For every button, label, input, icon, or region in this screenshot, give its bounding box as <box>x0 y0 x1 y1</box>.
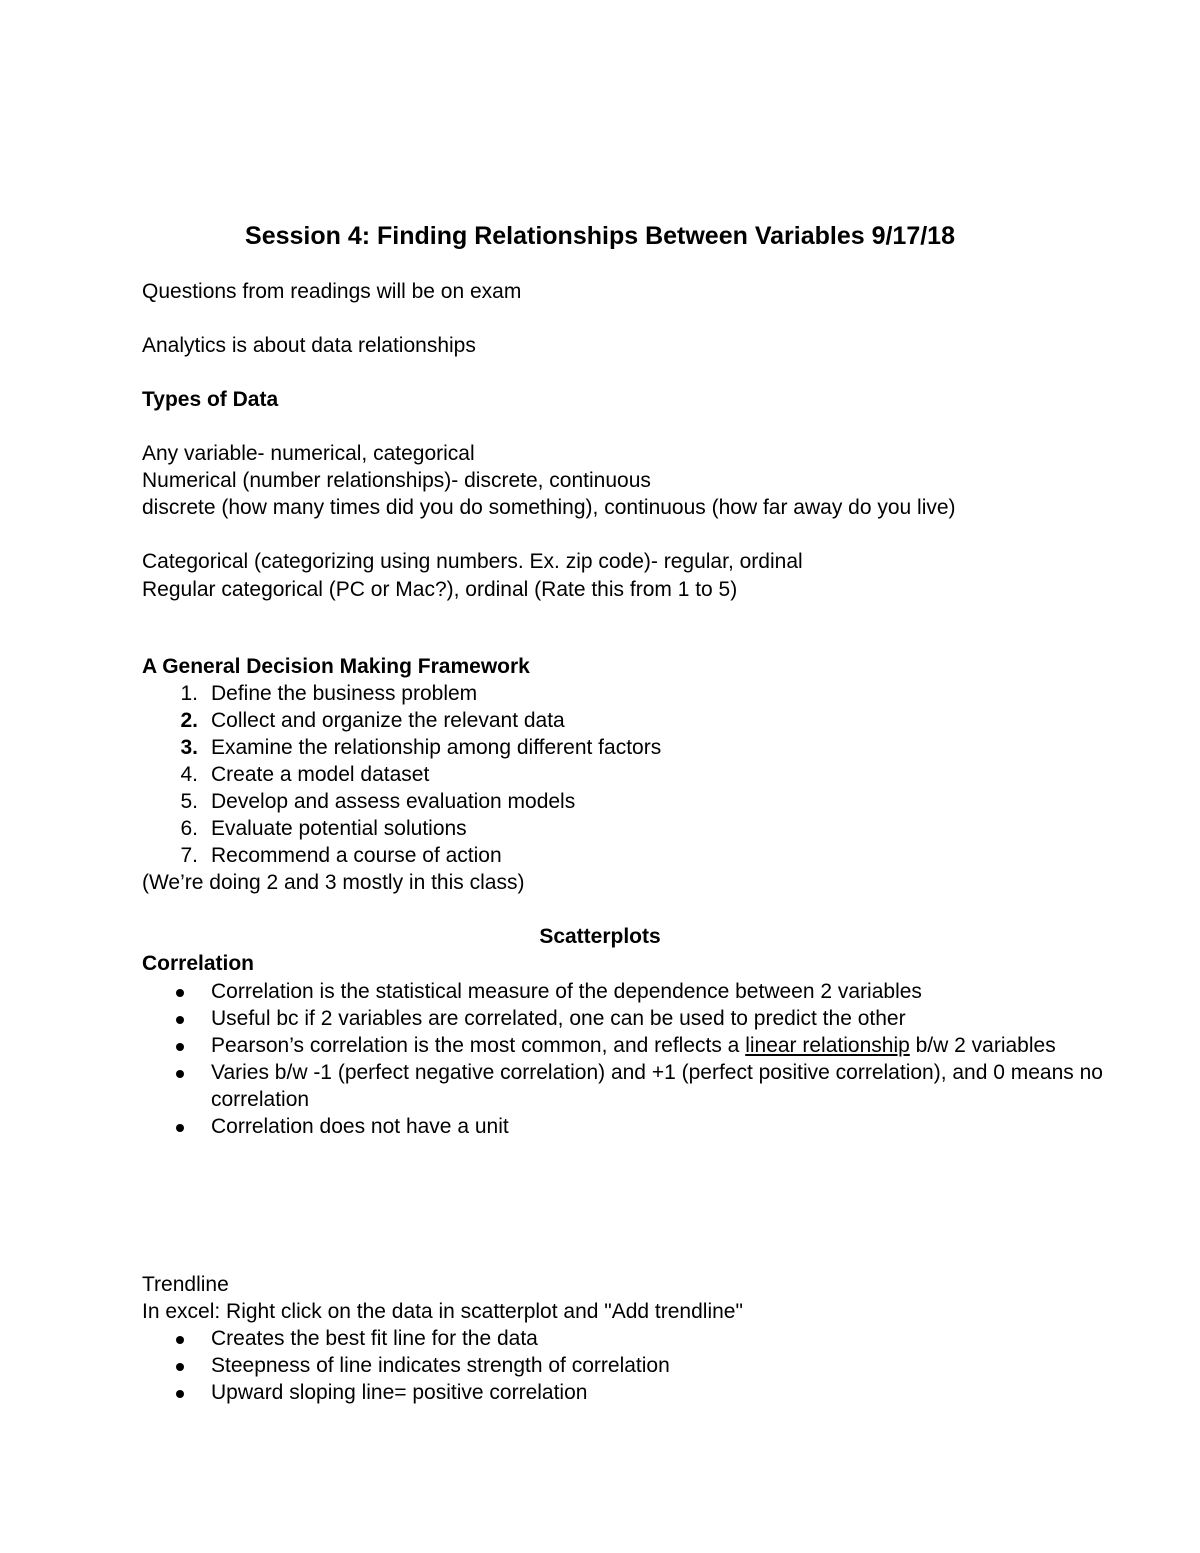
types-line-regular-categorical: Regular categorical (PC or Mac?), ordinal (Rate this from 1 to 5) <box>142 578 738 601</box>
trendline-bullets <box>142 1325 1141 1406</box>
types-of-data-heading: Types of Data <box>142 388 279 411</box>
framework-note: (We’re doing 2 and 3 mostly in this class) <box>142 871 525 894</box>
step-number: 5. <box>180 790 198 813</box>
bullet-text: Upward sloping line= positive correlation <box>211 1381 588 1404</box>
bullet-icon <box>176 1016 184 1024</box>
bullet-icon <box>176 989 184 997</box>
step-text: Collect and organize the relevant data <box>211 709 565 732</box>
bullet-text: Varies b/w -1 (perfect negative correlation) and +1 (perfect positive correlation), and 0 means no correlation <box>211 1061 1103 1111</box>
bullet-icon <box>176 1124 184 1132</box>
step-number: 1. <box>180 682 198 705</box>
trendline-heading: Trendline <box>142 1273 229 1296</box>
intro-line-analytics: Analytics is about data relationships <box>142 334 476 357</box>
correlation-heading: Correlation <box>142 952 255 975</box>
bullet-text: Creates the best fit line for the data <box>211 1327 538 1350</box>
scatterplots-heading: Scatterplots <box>539 925 661 948</box>
bullet-text: b/w 2 variables <box>909 1034 1056 1057</box>
bullet-text: Pearson’s correlation is the most common, and reflects a <box>211 1034 746 1057</box>
step-number: 6. <box>180 817 198 840</box>
step-text: Examine the relationship among different factors <box>211 736 662 759</box>
step-number: 2. <box>180 709 198 732</box>
list-item <box>142 1032 1141 1059</box>
types-line-any-variable: Any variable- numerical, categorical <box>142 442 475 465</box>
types-line-discrete: discrete (how many times did you do something), continuous (how far away do you live) <box>142 496 956 519</box>
bullet-text: Correlation does not have a unit <box>211 1115 509 1138</box>
bullet-icon <box>176 1070 184 1078</box>
trendline-instruction: In excel: Right click on the data in scatterplot and "Add trendline" <box>142 1300 743 1323</box>
list-item <box>142 978 1141 1005</box>
bullet-text: Steepness of line indicates strength of correlation <box>211 1354 670 1377</box>
page-title: Session 4: Finding Relationships Between Variables 9/17/18 <box>245 222 955 250</box>
list-item <box>142 1059 1141 1113</box>
list-item <box>142 1325 1141 1352</box>
list-item <box>142 1379 1141 1406</box>
step-text: Create a model dataset <box>211 763 430 786</box>
bullet-text: Correlation is the statistical measure of the dependence between 2 variables <box>211 980 922 1003</box>
bullet-icon <box>176 1336 184 1344</box>
list-item <box>142 1113 1141 1140</box>
step-text: Recommend a course of action <box>211 844 502 867</box>
list-item <box>142 1352 1141 1379</box>
list-item <box>142 1005 1141 1032</box>
bullet-icon <box>176 1363 184 1371</box>
types-line-numerical: Numerical (number relationships)- discrete, continuous <box>142 469 651 492</box>
bullet-text: Useful bc if 2 variables are correlated, one can be used to predict the other <box>211 1007 906 1030</box>
intro-line-exam: Questions from readings will be on exam <box>142 280 522 303</box>
step-number: 3. <box>180 736 198 759</box>
step-text: Define the business problem <box>211 682 478 705</box>
bullet-icon <box>176 1043 184 1051</box>
step-number: 4. <box>180 763 198 786</box>
step-text: Evaluate potential solutions <box>211 817 467 840</box>
framework-heading: A General Decision Making Framework <box>142 655 530 678</box>
step-number: 7. <box>180 844 198 867</box>
step-text: Develop and assess evaluation models <box>211 790 576 813</box>
bullet-icon <box>176 1390 184 1398</box>
types-line-categorical: Categorical (categorizing using numbers. Ex. zip code)- regular, ordinal <box>142 550 803 573</box>
correlation-bullets <box>142 978 1141 1140</box>
linear-relationship-term: linear relationship <box>745 1034 910 1057</box>
